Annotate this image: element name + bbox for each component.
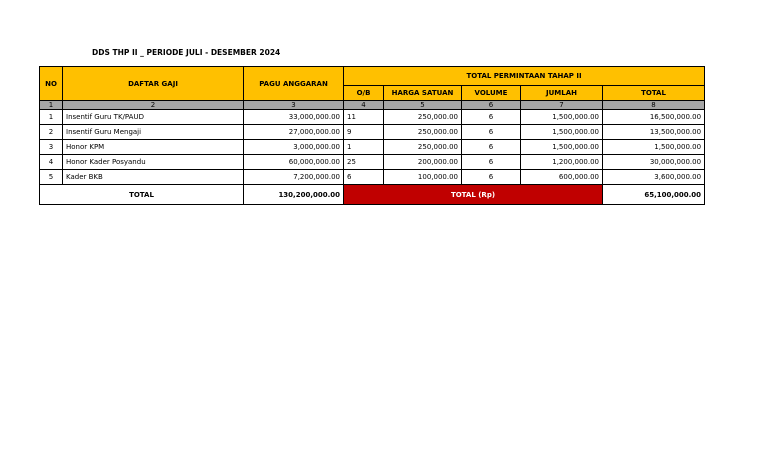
total-rp-label: TOTAL (Rp) (344, 185, 603, 205)
cell-harga-satuan: 200,000.00 (384, 155, 462, 170)
cell-no: 5 (40, 170, 63, 185)
cell-no: 2 (40, 125, 63, 140)
cell-volume: 6 (462, 125, 521, 140)
cell-jumlah: 600,000.00 (521, 170, 603, 185)
cell-volume: 6 (462, 140, 521, 155)
table-row (40, 125, 705, 140)
cell-pagu: 33,000,000.00 (244, 110, 344, 125)
cell-jumlah: 1,500,000.00 (521, 140, 603, 155)
header-harga-satuan: HARGA SATUAN (384, 86, 462, 101)
cell-volume: 6 (462, 170, 521, 185)
cell-daftar-gaji: Kader BKB (63, 170, 244, 185)
table-row (40, 170, 705, 185)
column-index: 8 (603, 101, 705, 110)
header-jumlah: JUMLAH (521, 86, 603, 101)
header-volume: VOLUME (462, 86, 521, 101)
header-pagu-anggaran: PAGU ANGGARAN (244, 67, 344, 101)
cell-jumlah: 1,500,000.00 (521, 125, 603, 140)
cell-ob: 1 (344, 140, 384, 155)
column-index: 3 (244, 101, 344, 110)
cell-pagu: 60,000,000.00 (244, 155, 344, 170)
cell-total: 30,000,000.00 (603, 155, 705, 170)
cell-total: 13,500,000.00 (603, 125, 705, 140)
cell-pagu: 3,000,000.00 (244, 140, 344, 155)
column-index: 6 (462, 101, 521, 110)
cell-harga-satuan: 250,000.00 (384, 140, 462, 155)
cell-pagu: 7,200,000.00 (244, 170, 344, 185)
cell-jumlah: 1,200,000.00 (521, 155, 603, 170)
cell-daftar-gaji: Insentif Guru TK/PAUD (63, 110, 244, 125)
cell-daftar-gaji: Insentif Guru Mengaji (63, 125, 244, 140)
header-total-permintaan: TOTAL PERMINTAAN TAHAP II (344, 67, 705, 86)
cell-volume: 6 (462, 110, 521, 125)
cell-total: 1,500,000.00 (603, 140, 705, 155)
cell-no: 1 (40, 110, 63, 125)
total-label: TOTAL (40, 185, 244, 205)
header-daftar-gaji: DAFTAR GAJI (63, 67, 244, 101)
cell-harga-satuan: 250,000.00 (384, 125, 462, 140)
cell-harga-satuan: 250,000.00 (384, 110, 462, 125)
table-row (40, 140, 705, 155)
column-index-row (40, 101, 705, 110)
header-no: NO (40, 67, 63, 101)
cell-daftar-gaji: Honor KPM (63, 140, 244, 155)
cell-volume: 6 (462, 155, 521, 170)
column-index: 2 (63, 101, 244, 110)
table-row (40, 110, 705, 125)
header-ob: O/B (344, 86, 384, 101)
column-index: 7 (521, 101, 603, 110)
cell-jumlah: 1,500,000.00 (521, 110, 603, 125)
cell-total: 16,500,000.00 (603, 110, 705, 125)
cell-no: 4 (40, 155, 63, 170)
cell-ob: 25 (344, 155, 384, 170)
cell-ob: 9 (344, 125, 384, 140)
cell-ob: 11 (344, 110, 384, 125)
column-index: 5 (384, 101, 462, 110)
budget-table (39, 66, 705, 205)
grand-total: 65,100,000.00 (603, 185, 705, 205)
cell-ob: 6 (344, 170, 384, 185)
document-title: DDS THP II _ PERIODE JULI - DESEMBER 2024 (92, 48, 281, 57)
cell-pagu: 27,000,000.00 (244, 125, 344, 140)
column-index: 1 (40, 101, 63, 110)
pagu-total: 130,200,000.00 (244, 185, 344, 205)
table-row (40, 155, 705, 170)
cell-harga-satuan: 100,000.00 (384, 170, 462, 185)
cell-total: 3,600,000.00 (603, 170, 705, 185)
column-index: 4 (344, 101, 384, 110)
cell-no: 3 (40, 140, 63, 155)
header-total: TOTAL (603, 86, 705, 101)
total-row (40, 185, 705, 205)
cell-daftar-gaji: Honor Kader Posyandu (63, 155, 244, 170)
